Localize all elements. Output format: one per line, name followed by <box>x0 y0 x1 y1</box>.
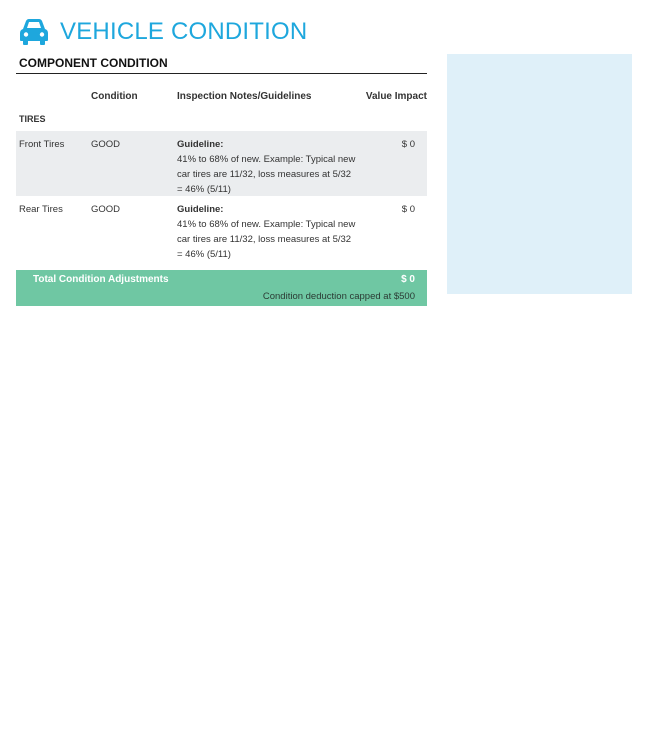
table-row <box>16 131 427 196</box>
column-header-notes: Inspection Notes/Guidelines <box>177 91 312 102</box>
inspection-notes <box>177 202 359 262</box>
condition-value: GOOD <box>91 139 121 150</box>
page-header <box>18 14 307 50</box>
notes-heading: Guideline: <box>177 204 224 215</box>
condition-value: GOOD <box>91 204 121 215</box>
total-note: Condition deduction capped at $500 <box>262 291 415 302</box>
page-title: VEHICLE CONDITION <box>60 18 308 45</box>
inspection-notes <box>177 137 359 197</box>
value-impact: $ 0 <box>401 139 415 150</box>
car-icon <box>18 18 50 46</box>
total-condition-adjustments <box>16 270 427 306</box>
component-name: Rear Tires <box>19 204 63 215</box>
table-row <box>16 196 427 261</box>
column-header-value: Value Impact <box>365 91 427 102</box>
notes-heading: Guideline: <box>177 139 224 150</box>
side-panel <box>447 54 632 294</box>
section-title: COMPONENT CONDITION <box>16 54 427 74</box>
value-impact: $ 0 <box>401 204 415 215</box>
total-value: $ 0 <box>401 274 415 285</box>
notes-text: 41% to 68% of new. Example: Typical new car tires are 11/32, loss measures at 5/32 = 46% (5/11) <box>177 154 356 195</box>
component-name: Front Tires <box>19 139 65 150</box>
column-header-condition: Condition <box>91 91 138 102</box>
column-headers <box>16 74 427 108</box>
component-condition-section <box>16 54 427 306</box>
group-label-tires: TIRES <box>19 114 46 124</box>
total-label: Total Condition Adjustments <box>33 274 169 285</box>
notes-text: 41% to 68% of new. Example: Typical new car tires are 11/32, loss measures at 5/32 = 46% (5/11) <box>177 219 356 260</box>
